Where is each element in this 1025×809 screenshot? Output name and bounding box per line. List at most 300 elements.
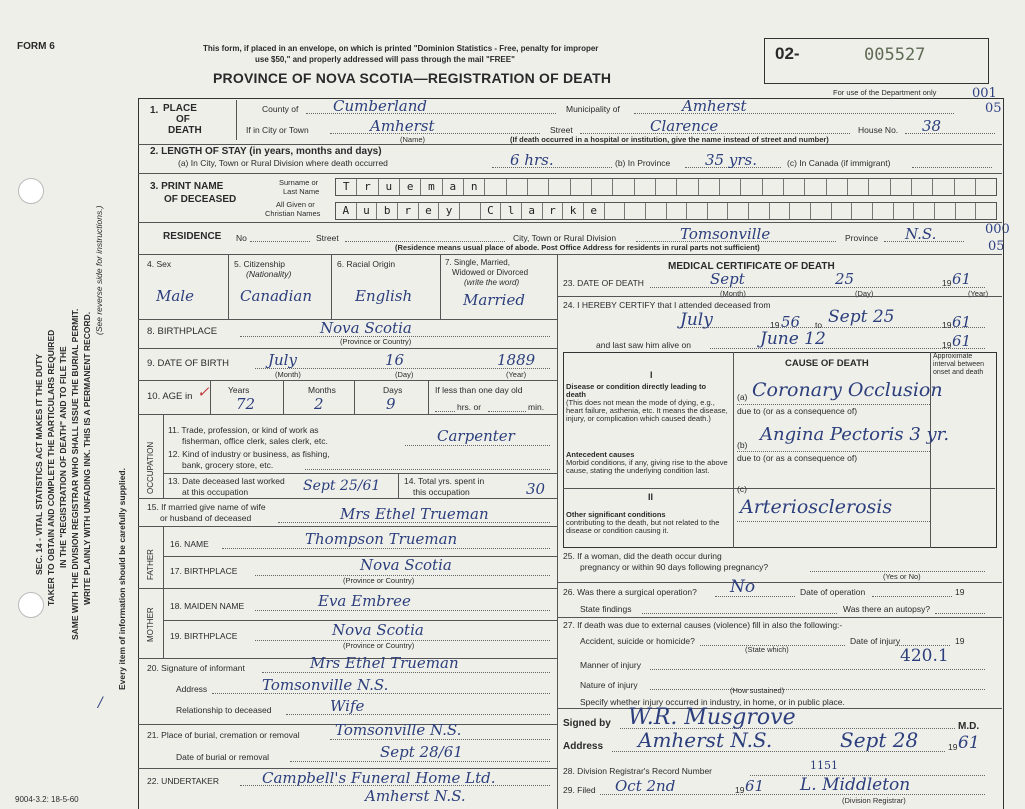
surname-letter-cell <box>528 179 549 195</box>
doctor-address-label: Address <box>563 741 604 752</box>
surname-letter-cell <box>805 179 826 195</box>
parents-side-div <box>163 526 164 658</box>
q29-label: 29. Filed <box>563 785 596 795</box>
operation-year-prefix: 19 <box>955 587 965 597</box>
citizenship-label: 5. Citizenship <box>234 259 286 269</box>
signed-label: Signed by <box>563 718 611 729</box>
given-letter-cell <box>667 203 688 219</box>
margin-code-1: 001 <box>972 86 997 101</box>
residence-note: (Residence means usual place of abode. Post Office Address for residents in rural parts not sufficient) <box>395 243 760 252</box>
rule-after-q25 <box>557 582 1002 583</box>
q23-line <box>650 287 985 288</box>
age-div-4 <box>428 380 429 414</box>
given-letter-cell: C <box>481 203 502 219</box>
q29-year: 61 <box>745 777 765 795</box>
given-letter-cell: A <box>336 203 357 219</box>
cause-a-value: Coronary Occlusion <box>752 379 943 401</box>
q26-value: No <box>730 577 756 597</box>
mailing-notice-1: This form, if placed in an envelope, on which is printed "Dominion Statistics - Free, penalty for improper <box>203 44 599 53</box>
surname-letter-cell <box>507 179 528 195</box>
trade-line <box>405 445 550 446</box>
operation-date-line <box>872 596 952 597</box>
last-seen-year: 61 <box>952 332 972 350</box>
surname-letter-cell <box>635 179 656 195</box>
mother-birthplace-label: 19. BIRTHPLACE <box>170 631 238 641</box>
informant-sig-label: 20. Signature of informant <box>147 663 245 673</box>
burial-date-line <box>290 761 550 762</box>
signature-year-value: 61 <box>958 733 980 753</box>
department-use-label: For use of the Department only <box>833 88 937 97</box>
stay-c-label: (c) In Canada (if immigrant) <box>787 158 891 168</box>
doctor-address-value: Amherst N.S. <box>638 728 773 752</box>
informant-sig-value: Mrs Ethel Trueman <box>310 654 459 672</box>
less-than-day-label: If less than one day old <box>435 385 523 395</box>
father-name-line <box>222 548 550 549</box>
given-letter-cell: u <box>357 203 378 219</box>
form-title: PROVINCE OF NOVA SCOTIA—REGISTRATION OF DEATH <box>213 70 612 86</box>
dob-month-caption: (Month) <box>275 370 301 379</box>
spouse-label-2: or husband of deceased <box>160 513 252 523</box>
q25-label-2: pregnancy or within 90 days following pregnancy? <box>580 562 769 572</box>
city-label: If in City or Town <box>246 125 309 135</box>
residence-city-value: Tomsonville <box>680 225 771 243</box>
residence-label: RESIDENCE <box>163 231 222 242</box>
occupation-side-label: OCCUPATION <box>146 441 155 494</box>
spouse-value: Mrs Ethel Trueman <box>340 505 489 523</box>
surname-letter-cell <box>549 179 570 195</box>
mother-maiden-value: Eva Embree <box>318 592 411 610</box>
surname-letter-cell <box>763 179 784 195</box>
due-to-a: due to (or as a consequence of) <box>737 406 858 416</box>
house-label: House No. <box>858 125 899 135</box>
surname-label-1: Surname or <box>279 178 319 187</box>
residence-province-label: Province <box>845 233 879 243</box>
deceased-label-1: 3. PRINT NAME <box>150 181 224 192</box>
surname-letter-cell <box>741 179 762 195</box>
surname-letter-cell <box>933 179 954 195</box>
place-label-3: DEATH <box>168 125 202 136</box>
stay-b-label: (b) In Province <box>615 158 671 168</box>
death-year-value: 61 <box>952 270 972 288</box>
cause-c-line <box>737 521 930 522</box>
cause-title: CAUSE OF DEATH <box>785 358 869 369</box>
given-letter-cell <box>749 203 770 219</box>
last-seen-year-prefix: 19 <box>942 340 952 350</box>
street-value: Clarence <box>650 117 719 135</box>
cause-c-value: Arteriosclerosis <box>740 496 893 518</box>
mark-c: (c) <box>737 484 747 494</box>
surname-letter-cell <box>869 179 890 195</box>
burial-place-label: 21. Place of burial, cremation or removal <box>147 730 300 740</box>
other-note: contributing to the death, but not related to the disease or condition causing it. <box>566 518 720 535</box>
sex-label: 4. Sex <box>147 259 172 269</box>
burial-date-label: Date of burial or removal <box>176 752 270 762</box>
form-number: FORM 6 <box>17 41 55 52</box>
q23-label: 23. DATE OF DEATH <box>563 278 644 288</box>
rule-after-name <box>138 222 1002 223</box>
attend-to-year: 61 <box>952 313 972 331</box>
residence-no-label: No <box>236 233 247 243</box>
doctor-signature: W.R. Musgrove <box>628 705 796 730</box>
rule-in-occupation <box>163 473 558 474</box>
roman-one: I <box>650 370 653 380</box>
rule-after-q23 <box>557 296 1002 297</box>
given-letter-cell <box>687 203 708 219</box>
given-letter-cell: y <box>439 203 460 219</box>
surname-letter-cell <box>485 179 506 195</box>
given-names-letter-grid <box>335 202 997 220</box>
age-years-value: 72 <box>236 395 256 413</box>
hrs-label: hrs. or <box>457 402 482 412</box>
side-instruction-4: SAME WITH THE DIVISION REGISTRAR WHO SHALL ISSUE THE BURIAL PERMIT. <box>70 308 80 640</box>
q28-label: 28. Division Registrar's Record Number <box>563 766 713 776</box>
death-month-caption: (Month) <box>720 289 746 298</box>
given-letter-cell: e <box>419 203 440 219</box>
which-caption: (State which) <box>745 645 789 654</box>
margin-code-3: 000 <box>985 222 1010 237</box>
disease-note: (This does not mean the mode of dying, e.g., heart failure, asthenia, etc. It means the disease, injury, or complication which caused death.) <box>566 398 728 423</box>
md-label: M.D. <box>958 721 980 732</box>
q29-date: Oct 2nd <box>615 777 676 795</box>
age-div-2 <box>283 380 284 414</box>
given-letter-cell <box>935 203 956 219</box>
father-birthplace-value: Nova Scotia <box>360 556 452 574</box>
sex-value: Male <box>156 287 194 305</box>
stay-b-value: 35 yrs. <box>705 151 757 169</box>
column-divider <box>557 254 558 809</box>
row47-div-2 <box>331 254 332 319</box>
attend-from-year: 56 <box>781 313 801 331</box>
signature-year-prefix: 19 <box>948 742 958 752</box>
given-letter-cell: a <box>522 203 543 219</box>
roman-two: II <box>648 492 654 502</box>
q29-registrar: L. Middleton <box>800 775 911 795</box>
accident-label: Accident, suicide or homicide? <box>580 636 695 646</box>
undertaker-label: 22. UNDERTAKER <box>147 776 219 786</box>
given-letter-cell <box>914 203 935 219</box>
rule-after-q26 <box>557 617 1002 618</box>
surname-letter-cell <box>848 179 869 195</box>
surname-letter-cell <box>827 179 848 195</box>
marital-value: Married <box>463 291 525 309</box>
given-letter-cell <box>956 203 977 219</box>
injury-date-label: Date of injury <box>850 636 901 646</box>
place-label-1: PLACE <box>163 103 197 114</box>
birthplace-value: Nova Scotia <box>320 319 412 337</box>
rule-after-father <box>138 588 558 589</box>
mother-side-label: MOTHER <box>146 607 155 642</box>
age-days-label: Days <box>383 385 403 395</box>
city-line <box>330 133 540 134</box>
rule-after-stay <box>138 173 1002 174</box>
age-months-value: 2 <box>314 395 324 413</box>
place-number: 1. <box>150 105 159 116</box>
surname-letter-cell <box>720 179 741 195</box>
q27-label: 27. If death was due to external causes (violence) fill in also the following:- <box>563 620 843 630</box>
surname-letter-cell <box>613 179 634 195</box>
rule-after-occupation <box>138 498 558 499</box>
nature-line <box>650 689 985 690</box>
father-name-value: Thompson Trueman <box>305 530 458 548</box>
row47-div-1 <box>228 254 229 319</box>
disease-heading: Disease or condition directly leading to death <box>566 382 707 399</box>
residence-no-line <box>250 241 310 242</box>
due-to-b: due to (or as a consequence of) <box>737 453 858 463</box>
side-instruction-5: WRITE PLAINLY WITH UNFADING INK. THIS IS A PERMANENT RECORD. <box>82 311 92 605</box>
dob-day: 16 <box>385 351 405 369</box>
total-years-value: 30 <box>526 480 546 498</box>
hurt-caption: (How sustained) <box>730 686 785 695</box>
dob-label: 9. DATE OF BIRTH <box>147 358 229 369</box>
given-letter-cell <box>646 203 667 219</box>
side-instruction-7: Every item of information should be carefully supplied. <box>117 468 127 690</box>
relationship-line <box>286 714 550 715</box>
trade-value: Carpenter <box>437 427 515 445</box>
hrs-line <box>435 411 455 412</box>
rule-after-dob <box>138 380 558 381</box>
mother-maiden-label: 18. MAIDEN NAME <box>170 601 245 611</box>
spouse-label-1: 15. If married give name of wife <box>147 502 266 512</box>
given-letter-cell <box>832 203 853 219</box>
given-letter-cell <box>728 203 749 219</box>
other-heading: Other significant conditions <box>566 510 666 519</box>
death-month-value: Sept <box>710 270 745 288</box>
age-months-label: Months <box>308 385 336 395</box>
cause-b-value: Angina Pectoris 3 yr. <box>760 424 950 445</box>
place-divider <box>236 100 237 140</box>
death-day-value: 25 <box>835 270 855 288</box>
county-label: County of <box>262 104 299 114</box>
house-value: 38 <box>922 117 942 135</box>
given-letter-cell <box>708 203 729 219</box>
signature-date-value: Sept 28 <box>840 728 919 752</box>
marital-label-3: (write the word) <box>464 278 520 287</box>
mark-a: (a) <box>737 392 748 402</box>
q13-line-1: 13. Date deceased last worked <box>168 476 285 486</box>
age-label: 10. AGE in <box>147 391 193 402</box>
place-label-2: OF <box>176 114 190 125</box>
medical-title: MEDICAL CERTIFICATE OF DEATH <box>668 261 835 272</box>
mother-birthplace-value: Nova Scotia <box>332 621 424 639</box>
last-worked-value: Sept 25/61 <box>303 478 381 494</box>
margin-code-4: 05 <box>988 239 1005 254</box>
age-years-label: Years <box>228 385 250 395</box>
surname-letter-cell: r <box>357 179 378 195</box>
given-letter-cell: e <box>584 203 605 219</box>
q27-code: 420.1 <box>900 646 949 666</box>
birthplace-label: 8. BIRTHPLACE <box>147 326 218 337</box>
given-letter-cell: r <box>398 203 419 219</box>
q11-line-1: 11. Trade, profession, or kind of work as <box>168 425 319 435</box>
racial-origin-value: English <box>355 287 413 305</box>
surname-letter-cell: T <box>336 179 357 195</box>
age-check-mark: ✓ <box>197 383 210 401</box>
age-days-value: 9 <box>386 395 396 413</box>
burial-place-value: Tomsonville N.S. <box>335 721 462 739</box>
stay-label: 2. LENGTH OF STAY (in years, months and days) <box>150 146 382 157</box>
q26-label: 26. Was there a surgical operation? <box>563 587 697 597</box>
rule-after-age <box>138 414 558 415</box>
rule-after-residence <box>138 254 1002 255</box>
stay-a-label: (a) In City, Town or Rural Division where death occurred <box>178 158 388 168</box>
mailing-notice-2: use $50," and properly addressed will pass through the mail "FREE" <box>255 55 515 64</box>
citizenship-sub: (Nationality) <box>246 269 292 279</box>
q25-label-1: 25. If a woman, did the death occur during <box>563 551 722 561</box>
surname-letter-cell: n <box>464 179 485 195</box>
informant-sig-line <box>262 672 550 673</box>
q24-from-line <box>680 327 985 328</box>
registration-prefix: 02- <box>775 44 800 63</box>
rule-after-birthplace <box>138 348 558 349</box>
manner-line <box>650 669 985 670</box>
q29-caption: (Division Registrar) <box>842 796 906 805</box>
row47-div-3 <box>440 254 441 319</box>
municipality-label: Municipality of <box>566 104 620 114</box>
death-year-prefix: 19 <box>942 278 952 288</box>
interval-label: Approximate interval between onset and death <box>933 353 984 376</box>
burial-place-line <box>330 739 550 740</box>
industry-line <box>305 469 550 470</box>
given-letter-cell <box>770 203 791 219</box>
given-letter-cell <box>811 203 832 219</box>
side-instruction-1: SEC. 14 - VITAL STATISTICS ACT MAKES IT THE DUTY <box>34 353 44 575</box>
surname-letter-cell <box>592 179 613 195</box>
dob-day-caption: (Day) <box>395 370 414 379</box>
surname-letter-cell <box>912 179 933 195</box>
deceased-label-2: OF DECEASED <box>164 194 237 205</box>
surname-letter-cell <box>571 179 592 195</box>
min-label: min. <box>528 402 545 412</box>
given-label-1: All Given or <box>276 200 315 209</box>
residence-street-label: Street <box>316 233 339 243</box>
surname-letter-cell: u <box>379 179 400 195</box>
relationship-value: Wife <box>330 697 365 715</box>
surname-label-2: Last Name <box>283 187 320 196</box>
surname-letter-cell <box>891 179 912 195</box>
attend-to-year-prefix: 19 <box>942 320 952 330</box>
father-side-label: FATHER <box>146 549 155 580</box>
given-letter-cell <box>873 203 894 219</box>
surname-letter-cell <box>784 179 805 195</box>
q11-line-2: fisherman, office clerk, sales clerk, etc. <box>182 436 328 446</box>
q13-line-2: at this occupation <box>182 487 249 497</box>
residence-city-label: City, Town or Rural Division <box>513 233 617 243</box>
given-letter-cell: l <box>501 203 522 219</box>
given-letter-cell <box>460 203 481 219</box>
q28-value: 1151 <box>810 759 838 772</box>
mother-maiden-line <box>255 610 550 611</box>
injury-year-prefix: 19 <box>955 636 965 646</box>
dob-year-caption: (Year) <box>506 370 527 379</box>
q26-line <box>715 596 795 597</box>
surname-letter-cell: m <box>421 179 442 195</box>
nature-label: Nature of injury <box>580 680 638 690</box>
birthplace-caption: (Province or Country) <box>340 337 412 346</box>
q14-line-1: 14. Total yrs. spent in <box>404 476 485 486</box>
racial-origin-label: 6. Racial Origin <box>337 259 396 269</box>
footer-code: 9004-3.2: 18-5-60 <box>15 795 79 804</box>
surname-letter-cell: a <box>443 179 464 195</box>
municipality-value: Amherst <box>682 97 747 115</box>
rule-after-place <box>138 144 1002 145</box>
side-instruction-2: TAKER TO OBTAIN AND COMPLETE THE PARTICULARS REQUIRED <box>46 329 56 606</box>
attend-to-label: to <box>815 320 823 330</box>
q12-line-2: bank, grocery store, etc. <box>182 460 274 470</box>
given-letter-cell: r <box>543 203 564 219</box>
attend-to-value: Sept 25 <box>828 307 895 327</box>
punch-hole-bottom <box>18 592 44 618</box>
cause-div-left <box>733 352 734 548</box>
residence-province-value: N.S. <box>905 225 937 243</box>
antecedent-note: Morbid conditions, if any, giving rise to the above cause, stating the underlying condition last. <box>566 458 728 475</box>
father-birthplace-label: 17. BIRTHPLACE <box>170 566 238 576</box>
age-div-1 <box>210 380 211 414</box>
city-caption: (Name) <box>400 135 426 144</box>
rule-after-spouse <box>138 526 558 527</box>
q12-line-1: 12. Kind of industry or business, as fishing, <box>168 449 330 459</box>
registration-number: 005527 <box>864 45 926 65</box>
father-name-label: 16. NAME <box>170 539 209 549</box>
marital-label-1: 7. Single, Married, <box>445 258 510 267</box>
stay-a-value: 6 hrs. <box>510 151 554 169</box>
side-instruction-6: (See reverse side for instructions.) <box>94 205 104 335</box>
attend-from-month: July <box>680 310 713 330</box>
q29-year-prefix: 19 <box>735 785 745 795</box>
operation-date-label: Date of operation <box>800 587 866 597</box>
dob-year: 1889 <box>497 351 536 369</box>
pen-tick-mark: / <box>98 695 103 711</box>
surname-letter-cell <box>955 179 976 195</box>
mark-b: (b) <box>737 440 748 450</box>
informant-address-label: Address <box>176 684 208 694</box>
autopsy-label: Was there an autopsy? <box>843 604 931 614</box>
given-letter-cell <box>625 203 646 219</box>
given-letter-cell <box>605 203 626 219</box>
antecedent-heading: Antecedent causes <box>566 450 635 459</box>
min-line <box>488 411 526 412</box>
q14-line-2: this occupation <box>413 487 470 497</box>
county-value: Cumberland <box>333 97 428 115</box>
given-letter-cell <box>976 203 996 219</box>
autopsy-line <box>935 613 985 614</box>
burial-date-value: Sept 28/61 <box>380 743 463 761</box>
street-label: Street <box>550 125 573 135</box>
given-letter-cell: b <box>377 203 398 219</box>
surname-letter-cell <box>699 179 720 195</box>
given-letter-cell <box>894 203 915 219</box>
findings-line <box>642 613 837 614</box>
margin-code-2: 05 <box>985 101 1002 116</box>
dob-month: July <box>268 351 297 369</box>
cause-a-line <box>737 404 930 405</box>
citizenship-value: Canadian <box>240 287 313 305</box>
house-line <box>905 133 995 134</box>
surname-letter-cell <box>976 179 996 195</box>
q24-label: 24. I HEREBY CERTIFY that I attended deceased from <box>563 300 771 310</box>
surname-letter-cell <box>677 179 698 195</box>
marital-label-2: Widowed or Divorced <box>452 268 529 277</box>
last-seen-label: and last saw him alive on <box>596 340 691 350</box>
surname-letter-grid <box>335 178 997 196</box>
given-letter-cell: k <box>563 203 584 219</box>
cause-section-rule <box>563 488 995 489</box>
given-letter-cell <box>790 203 811 219</box>
undertaker-name: Campbell's Funeral Home Ltd. <box>262 769 496 787</box>
given-label-2: Christian Names <box>265 209 321 218</box>
side-instruction-3: IN THE "REGISTRATION OF DEATH" AND TO FILE THE <box>58 346 68 568</box>
surname-letter-cell <box>656 179 677 195</box>
age-div-3 <box>354 380 355 414</box>
